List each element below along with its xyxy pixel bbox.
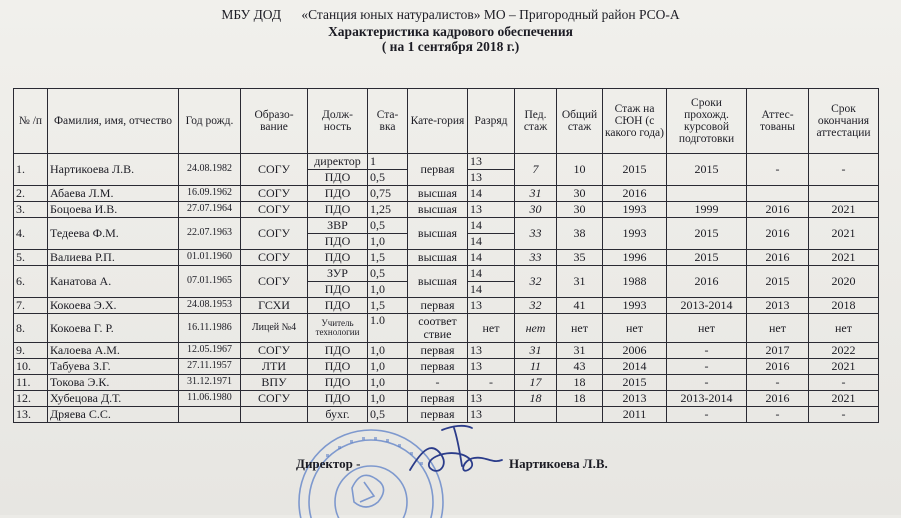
cell-rate: 1,0 — [368, 391, 408, 407]
cell-name: Канатова А. — [48, 266, 179, 298]
cell-total-exp: 31 — [557, 266, 603, 298]
cell-category: первая — [408, 298, 468, 314]
cell-ped-exp: 32 — [515, 266, 557, 298]
cell-category: высшая — [408, 218, 468, 250]
cell-position: ПДО — [308, 298, 368, 314]
cell-education: СОГУ — [241, 250, 308, 266]
cell-attest-end: 2021 — [809, 359, 879, 375]
cell-num: 3. — [14, 202, 48, 218]
cell-name: Кокоева Г. Р. — [48, 314, 179, 343]
signer-title: Директор - — [296, 456, 361, 471]
cell-num: 5. — [14, 250, 48, 266]
cell-attested: 2015 — [747, 266, 809, 298]
col-header-name: Фамилия, имя, отчество — [48, 89, 179, 154]
cell-category: соответ ствие — [408, 314, 468, 343]
cell-category: первая — [408, 407, 468, 423]
signature-icon — [402, 420, 512, 490]
cell-grade: 14 — [468, 186, 515, 202]
cell-course — [667, 186, 747, 202]
col-header-num: № /п — [14, 89, 48, 154]
cell-course: 2013-2014 — [667, 298, 747, 314]
cell-category: первая — [408, 359, 468, 375]
cell-course: 2013-2014 — [667, 391, 747, 407]
cell-attest-end: 2021 — [809, 218, 879, 250]
cell-education: ВПУ — [241, 375, 308, 391]
cell-attest-end: 2020 — [809, 266, 879, 298]
cell-birth: 16.11.1986 — [179, 314, 241, 343]
cell-name: Тедеева Ф.М. — [48, 218, 179, 250]
cell-attested: 2017 — [747, 343, 809, 359]
cell-total-exp: 18 — [557, 375, 603, 391]
cell-grade: 13 — [468, 407, 515, 423]
table-row — [14, 375, 879, 391]
cell-position: ПДО — [308, 375, 368, 391]
cell-attest-end: - — [809, 407, 879, 423]
cell-education: СОГУ — [241, 343, 308, 359]
cell-ped-exp: 33 — [515, 218, 557, 250]
cell-attested: - — [747, 375, 809, 391]
cell-num: 2. — [14, 186, 48, 202]
cell-name: Нартикоева Л.В. — [48, 154, 179, 186]
document-title: Характеристика кадрового обеспечения — [328, 24, 573, 39]
cell-attest-end: 2021 — [809, 391, 879, 407]
cell-rate: 1,0 — [368, 234, 408, 250]
cell-position: Учитель технологии — [308, 314, 368, 343]
cell-education: Лицей №4 — [241, 314, 308, 343]
col-header-attested: Аттес-тованы — [747, 89, 809, 154]
cell-birth: 01.01.1960 — [179, 250, 241, 266]
cell-birth: 22.07.1963 — [179, 218, 241, 250]
cell-education: СОГУ — [241, 218, 308, 250]
cell-name: Хубецова Д.Т. — [48, 391, 179, 407]
cell-attest-end: - — [809, 154, 879, 186]
table-row — [14, 266, 879, 282]
cell-name: Кокоева Э.Х. — [48, 298, 179, 314]
cell-course: - — [667, 343, 747, 359]
table-row — [14, 359, 879, 375]
cell-rate: 1,0 — [368, 359, 408, 375]
cell-total-exp — [557, 407, 603, 423]
cell-birth: 24.08.1982 — [179, 154, 241, 186]
cell-name: Калоева А.М. — [48, 343, 179, 359]
cell-num: 13. — [14, 407, 48, 423]
cell-birth: 16.09.1962 — [179, 186, 241, 202]
cell-syun-exp: 1996 — [603, 250, 667, 266]
cell-grade: 13 — [468, 298, 515, 314]
cell-course: 2016 — [667, 266, 747, 298]
cell-education: СОГУ — [241, 154, 308, 186]
cell-total-exp: 31 — [557, 343, 603, 359]
cell-total-exp: 35 — [557, 250, 603, 266]
col-header-education: Образо-вание — [241, 89, 308, 154]
cell-syun-exp: 1993 — [603, 218, 667, 250]
cell-attest-end: нет — [809, 314, 879, 343]
cell-grade: 13 — [468, 343, 515, 359]
table-row — [14, 314, 879, 343]
cell-birth — [179, 407, 241, 423]
cell-attested — [747, 186, 809, 202]
cell-education: СОГУ — [241, 186, 308, 202]
cell-grade: 13 — [468, 391, 515, 407]
cell-birth: 12.05.1967 — [179, 343, 241, 359]
cell-rate: 1 — [368, 154, 408, 170]
cell-rate: 1,5 — [368, 298, 408, 314]
cell-position: ПДО — [308, 202, 368, 218]
col-header-course: Сроки прохожд. курсовой подготовки — [667, 89, 747, 154]
cell-name: Валиева Р.П. — [48, 250, 179, 266]
cell-attested: нет — [747, 314, 809, 343]
col-header-syun-exp: Стаж на СЮН (с какого года) — [603, 89, 667, 154]
cell-syun-exp: 2011 — [603, 407, 667, 423]
cell-name: Токова Э.К. — [48, 375, 179, 391]
cell-grade: 14 — [468, 250, 515, 266]
cell-rate: 1,0 — [368, 343, 408, 359]
cell-position: ПДО — [308, 391, 368, 407]
cell-position: ПДО — [308, 186, 368, 202]
cell-syun-exp: 2015 — [603, 154, 667, 186]
cell-ped-exp: 31 — [515, 343, 557, 359]
cell-rate: 1,25 — [368, 202, 408, 218]
cell-rate: 0,5 — [368, 266, 408, 282]
cell-position: ЗУР — [308, 266, 368, 282]
table-row — [14, 218, 879, 234]
cell-attest-end — [809, 186, 879, 202]
cell-ped-exp: 18 — [515, 391, 557, 407]
cell-course: 1999 — [667, 202, 747, 218]
cell-num: 4. — [14, 218, 48, 250]
cell-num: 12. — [14, 391, 48, 407]
cell-attest-end: 2021 — [809, 250, 879, 266]
col-header-attest-end: Срок окончания аттестации — [809, 89, 879, 154]
cell-attested: 2016 — [747, 250, 809, 266]
cell-course: нет — [667, 314, 747, 343]
cell-course: - — [667, 407, 747, 423]
cell-name: Абаева Л.М. — [48, 186, 179, 202]
cell-num: 8. — [14, 314, 48, 343]
cell-syun-exp: 1988 — [603, 266, 667, 298]
table-row — [14, 391, 879, 407]
cell-num: 9. — [14, 343, 48, 359]
cell-ped-exp: 11 — [515, 359, 557, 375]
cell-education: ЛТИ — [241, 359, 308, 375]
cell-num: 11. — [14, 375, 48, 391]
cell-ped-exp: 31 — [515, 186, 557, 202]
cell-position: бухг. — [308, 407, 368, 423]
cell-attested: 2016 — [747, 391, 809, 407]
cell-name: Дряева С.С. — [48, 407, 179, 423]
cell-ped-exp: 33 — [515, 250, 557, 266]
cell-ped-exp: нет — [515, 314, 557, 343]
cell-grade: 14 — [468, 266, 515, 282]
cell-position: директор — [308, 154, 368, 170]
cell-rate: 0,5 — [368, 218, 408, 234]
cell-grade: 14 — [468, 282, 515, 298]
cell-position: ПДО — [308, 359, 368, 375]
cell-syun-exp: 2006 — [603, 343, 667, 359]
cell-course: 2015 — [667, 154, 747, 186]
table-row — [14, 298, 879, 314]
cell-num: 10. — [14, 359, 48, 375]
cell-grade: 13 — [468, 170, 515, 186]
signer-name: Нартикоева Л.В. — [509, 456, 608, 471]
cell-num: 1. — [14, 154, 48, 186]
cell-ped-exp: 30 — [515, 202, 557, 218]
cell-category: первая — [408, 154, 468, 186]
cell-ped-exp: 17 — [515, 375, 557, 391]
cell-grade: 14 — [468, 218, 515, 234]
cell-syun-exp: 2013 — [603, 391, 667, 407]
col-header-grade: Разряд — [468, 89, 515, 154]
cell-ped-exp — [515, 407, 557, 423]
staff-table — [13, 88, 879, 423]
cell-attest-end: - — [809, 375, 879, 391]
cell-birth: 27.07.1964 — [179, 202, 241, 218]
col-header-birth: Год рожд. — [179, 89, 241, 154]
cell-grade: 13 — [468, 154, 515, 170]
cell-rate: 0,5 — [368, 407, 408, 423]
cell-attested: 2016 — [747, 202, 809, 218]
col-header-ped-exp: Пед. стаж — [515, 89, 557, 154]
cell-course: 2015 — [667, 250, 747, 266]
cell-category: первая — [408, 391, 468, 407]
cell-category: высшая — [408, 266, 468, 298]
table-row — [14, 202, 879, 218]
cell-position: ЗВР — [308, 218, 368, 234]
cell-birth: 31.12.1971 — [179, 375, 241, 391]
col-header-total-exp: Общий стаж — [557, 89, 603, 154]
cell-syun-exp: 2015 — [603, 375, 667, 391]
cell-birth: 11.06.1980 — [179, 391, 241, 407]
cell-grade: нет — [468, 314, 515, 343]
document-date: ( на 1 сентября 2018 г.) — [381, 39, 520, 54]
cell-category: - — [408, 375, 468, 391]
cell-grade: - — [468, 375, 515, 391]
cell-grade: 14 — [468, 234, 515, 250]
cell-position: ПДО — [308, 250, 368, 266]
cell-rate: 0,75 — [368, 186, 408, 202]
cell-attested: 2016 — [747, 218, 809, 250]
cell-name: Боцоева И.В. — [48, 202, 179, 218]
cell-total-exp: 18 — [557, 391, 603, 407]
cell-grade: 13 — [468, 359, 515, 375]
cell-position: ПДО — [308, 170, 368, 186]
cell-syun-exp: 1993 — [603, 298, 667, 314]
cell-education: СОГУ — [241, 266, 308, 298]
cell-syun-exp: 2014 — [603, 359, 667, 375]
cell-attested: - — [747, 154, 809, 186]
cell-attested: 2016 — [747, 359, 809, 375]
cell-attest-end: 2018 — [809, 298, 879, 314]
table-row — [14, 343, 879, 359]
cell-education: СОГУ — [241, 391, 308, 407]
cell-position: ПДО — [308, 343, 368, 359]
cell-rate: 0,5 — [368, 170, 408, 186]
cell-birth: 07.01.1965 — [179, 266, 241, 298]
cell-category: высшая — [408, 250, 468, 266]
cell-category: высшая — [408, 186, 468, 202]
table-row — [14, 186, 879, 202]
cell-position: ПДО — [308, 282, 368, 298]
cell-course: - — [667, 375, 747, 391]
table-header-row — [14, 89, 879, 154]
cell-category: высшая — [408, 202, 468, 218]
cell-attest-end: 2022 — [809, 343, 879, 359]
cell-birth: 24.08.1953 — [179, 298, 241, 314]
cell-course: 2015 — [667, 218, 747, 250]
cell-rate: 1.0 — [368, 314, 408, 343]
cell-attested: 2013 — [747, 298, 809, 314]
cell-total-exp: 41 — [557, 298, 603, 314]
cell-total-exp: 30 — [557, 202, 603, 218]
cell-position: ПДО — [308, 234, 368, 250]
cell-ped-exp: 7 — [515, 154, 557, 186]
cell-education: СОГУ — [241, 202, 308, 218]
cell-category: первая — [408, 343, 468, 359]
col-header-category: Кате-гория — [408, 89, 468, 154]
cell-ped-exp: 32 — [515, 298, 557, 314]
cell-syun-exp: нет — [603, 314, 667, 343]
cell-num: 6. — [14, 266, 48, 298]
cell-total-exp: нет — [557, 314, 603, 343]
col-header-rate: Ста-вка — [368, 89, 408, 154]
cell-education: ГСХИ — [241, 298, 308, 314]
col-header-position: Долж-ность — [308, 89, 368, 154]
table-row — [14, 250, 879, 266]
cell-birth: 27.11.1957 — [179, 359, 241, 375]
cell-attest-end: 2021 — [809, 202, 879, 218]
organization-title: МБУ ДОД «Станция юных натуралистов» МО – Пригородный район РСО-А — [221, 7, 680, 22]
cell-total-exp: 30 — [557, 186, 603, 202]
cell-num: 7. — [14, 298, 48, 314]
cell-total-exp: 38 — [557, 218, 603, 250]
cell-rate: 1,0 — [368, 282, 408, 298]
cell-syun-exp: 1993 — [603, 202, 667, 218]
cell-total-exp: 10 — [557, 154, 603, 186]
cell-attested: - — [747, 407, 809, 423]
cell-rate: 1,5 — [368, 250, 408, 266]
cell-syun-exp: 2016 — [603, 186, 667, 202]
cell-grade: 13 — [468, 202, 515, 218]
table-row — [14, 154, 879, 170]
cell-name: Табуева З.Г. — [48, 359, 179, 375]
cell-total-exp: 43 — [557, 359, 603, 375]
cell-course: - — [667, 359, 747, 375]
cell-rate: 1,0 — [368, 375, 408, 391]
